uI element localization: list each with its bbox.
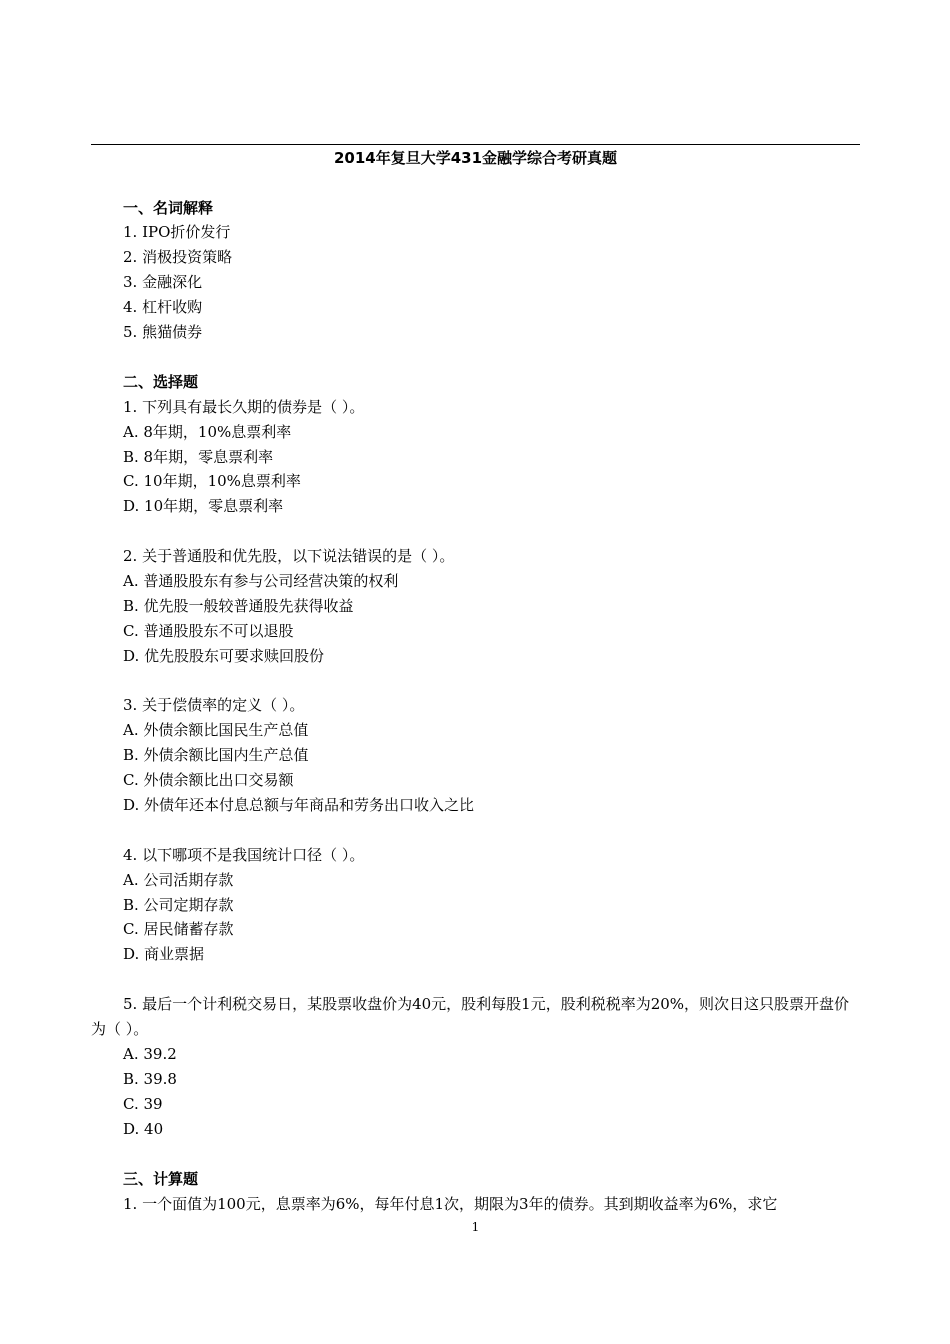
question-5-option-c: C. 39	[123, 1095, 163, 1113]
calculation-question-1: 1. 一个面值为100元，息票率为6%，每年付息1次，期限为3年的债券。其到期收益率为6%，求它	[123, 1195, 778, 1213]
question-3-option-b: B. 外债余额比国内生产总值	[123, 746, 309, 764]
question-4-option-a: A. 公司活期存款	[123, 871, 234, 889]
question-3-option-c: C. 外债余额比出口交易额	[123, 771, 294, 789]
question-3-stem: 3. 关于偿债率的定义（ ）。	[123, 696, 305, 714]
term-item-5: 5. 熊猫债券	[123, 323, 203, 341]
question-5-option-b: B. 39.8	[123, 1070, 177, 1088]
question-5-stem: 5. 最后一个计利税交易日，某股票收盘价为40元，股利每股1元，股利税税率为20%，则次日这只股票开盘价为（ ）。	[91, 995, 850, 1038]
question-4-option-c: C. 居民储蓄存款	[123, 920, 234, 938]
question-1-option-c: C. 10年期，10%息票利率	[123, 472, 301, 490]
question-3-option-a: A. 外债余额比国民生产总值	[123, 721, 309, 739]
question-1-option-b: B. 8年期，零息票利率	[123, 448, 274, 466]
term-item-3: 3. 金融深化	[123, 273, 203, 291]
document-title: 2014年复旦大学431金融学综合考研真题	[333, 149, 618, 167]
question-4-option-d: D. 商业票据	[123, 945, 205, 963]
page-number: 1	[471, 1220, 480, 1234]
header-rule	[91, 144, 860, 145]
question-4-stem: 4. 以下哪项不是我国统计口径（ ）。	[123, 846, 365, 864]
question-5-option-a: A. 39.2	[123, 1045, 177, 1063]
question-1-option-d: D. 10年期，零息票利率	[123, 497, 284, 515]
term-item-1: 1. IPO折价发行	[123, 223, 231, 241]
section-heading-choice: 二、选择题	[123, 373, 199, 391]
question-2-option-a: A. 普通股股东有参与公司经营决策的权利	[123, 572, 399, 590]
question-2-option-d: D. 优先股股东可要求赎回股份	[123, 647, 325, 665]
term-item-4: 4. 杠杆收购	[123, 298, 203, 316]
question-2-option-c: C. 普通股股东不可以退股	[123, 622, 294, 640]
section-heading-terms: 一、名词解释	[123, 199, 214, 217]
question-2-option-b: B. 优先股一般较普通股先获得收益	[123, 597, 354, 615]
question-1-option-a: A. 8年期，10%息票利率	[123, 423, 292, 441]
question-2-stem: 2. 关于普通股和优先股，以下说法错误的是（ ）。	[123, 547, 455, 565]
term-item-2: 2. 消极投资策略	[123, 248, 233, 266]
question-5-option-d: D. 40	[123, 1120, 164, 1138]
question-4-option-b: B. 公司定期存款	[123, 896, 234, 914]
section-heading-calculation: 三、计算题	[123, 1170, 199, 1188]
question-3-option-d: D. 外债年还本付息总额与年商品和劳务出口收入之比	[123, 796, 475, 814]
question-1-stem: 1. 下列具有最长久期的债券是（ ）。	[123, 398, 365, 416]
